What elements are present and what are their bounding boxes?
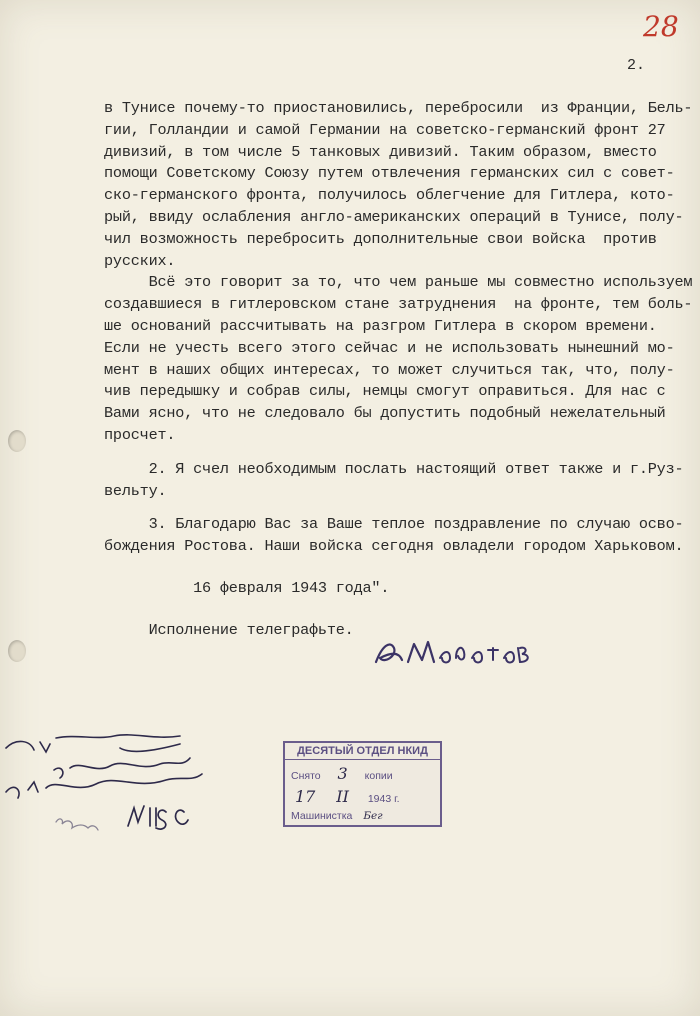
text-line: русских. (104, 251, 176, 270)
stamp-typist-label: Машинистка (291, 810, 353, 822)
text-line: вельту. (104, 481, 167, 500)
paragraph-3 (104, 459, 684, 503)
text-line: чил возможность перебросить дополнительные свои войска против (104, 229, 657, 248)
paragraph-1 (104, 98, 693, 272)
text-line: Всё это говорит за то, что чем раньше мы совместно используем (104, 273, 693, 292)
text-line: мент в наших общих интересах, то может случиться так, что, полу- (104, 360, 675, 379)
text-line: ше оснований рассчитывать на разгром Гитлера в скором времени. (104, 316, 657, 335)
text-line: Если не учесть всего этого сейчас и не использовать нынешний мо- (104, 338, 675, 357)
paragraph-4 (104, 514, 684, 558)
handwritten-distribution-notes (0, 730, 215, 845)
text-line: ско-германского фронта, получилось облегчение для Гитлера, кото- (104, 186, 675, 205)
date-line: 16 февраля 1943 года". (104, 578, 390, 597)
text-line: 3. Благодарю Вас за Ваше теплое поздравление по случаю осво- (104, 515, 684, 534)
stamp-month: II (336, 787, 349, 806)
stamp-day: 17 (295, 787, 316, 806)
stamp-copies-row (285, 760, 440, 783)
text-line: помощи Советскому Союзу путем отвлечения германских сил с совет- (104, 164, 675, 183)
folio-number: 28 (643, 10, 679, 43)
text-line: гии, Голландии и самой Германии на советско-германский фронт 27 (104, 120, 666, 139)
punch-hole-bottom (8, 640, 26, 662)
paragraph-2 (104, 272, 693, 446)
text-line: чив передышку и собрав силы, немцы смогут оправиться. Для нас с (104, 382, 666, 401)
punch-hole-top (8, 430, 26, 452)
handwritten-notes-drawing (0, 730, 215, 840)
text-line: дивизий, в том числе 5 танковых дивизий. Таким образом, вместо (104, 142, 657, 161)
text-line: рый, ввиду ослабления англо-американских операций в Тунисе, полу- (104, 207, 684, 226)
text-line: Вами ясно, что не следовало бы допустить подобный нежелательный (104, 404, 666, 423)
nkid-office-stamp (283, 741, 442, 827)
molotov-signature (368, 628, 548, 678)
stamp-date-row (285, 783, 440, 806)
page-number: 2. (627, 57, 646, 74)
stamp-typist-row (285, 806, 440, 822)
instruction-line: Исполнение телеграфьте. (104, 620, 354, 639)
stamp-title: ДЕСЯТЫЙ ОТДЕЛ НКИД (285, 743, 440, 760)
stamp-copies-count: 3 (337, 764, 348, 783)
text-line: бождения Ростова. Наши войска сегодня овладели городом Харьковом. (104, 537, 684, 556)
text-line: 2. Я счел необходимым послать настоящий ответ также и г.Руз- (104, 459, 684, 478)
stamp-year: 1943 г. (367, 793, 400, 805)
stamp-printed-label: Снято (291, 770, 321, 782)
typed-letter-body (104, 98, 693, 642)
text-line: просчет. (104, 425, 176, 444)
text-line: в Тунисе почему-то приостановились, перебросили из Франции, Бель- (104, 99, 693, 117)
stamp-copies-label: копии (364, 770, 393, 782)
text-line: создавшиеся в гитлеровском стане затруднения на фронте, тем боль- (104, 295, 693, 314)
stamp-typist-initials: Бег (363, 810, 383, 822)
